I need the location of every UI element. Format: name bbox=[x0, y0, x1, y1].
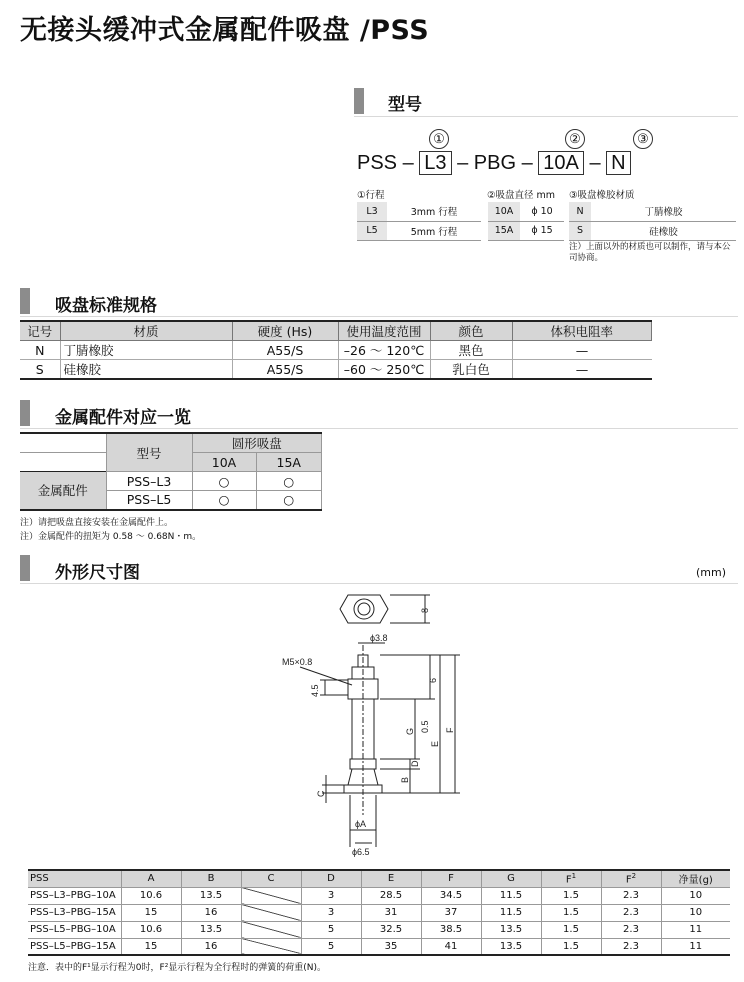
dim-b: B bbox=[400, 776, 410, 783]
hex-hole bbox=[354, 599, 374, 619]
stroke-code: L3 bbox=[419, 151, 451, 175]
table-row: 10A ϕ 10 bbox=[488, 202, 564, 221]
diameter-label: ②吸盘直径 mm bbox=[487, 190, 556, 201]
table-row: 15A ϕ 15 bbox=[488, 221, 564, 240]
dim-c: C bbox=[316, 790, 326, 797]
table-row: N 丁腈橡胶 bbox=[569, 202, 736, 221]
section-marker bbox=[20, 555, 30, 581]
table-row: 金属配件 PSS–L3 ○ ○ bbox=[20, 472, 322, 491]
table-row: N 丁腈橡胶 A55/S –26 ～ 120℃ 黑色 — bbox=[20, 341, 652, 360]
stroke-table bbox=[357, 202, 481, 241]
dim-45: 4.5 bbox=[310, 684, 320, 697]
dim-stem: ϕ3.8 bbox=[370, 633, 388, 643]
table-header-row: 记号 材质 硬度 (Hs) 使用温度范围 颜色 体积电阻率 bbox=[20, 321, 652, 341]
model-mid: PBG bbox=[473, 152, 517, 174]
table-header-row: PSS A B C D E F G $F^1$ $F^2$ 净量(g) bbox=[28, 870, 730, 887]
section-marker bbox=[354, 88, 364, 114]
section-marker bbox=[20, 288, 30, 314]
dim-d: D bbox=[410, 760, 420, 767]
material-label: ③吸盘橡胶材质 bbox=[569, 190, 635, 201]
material-code: N bbox=[606, 151, 630, 175]
table-row: L3 3mm 行程 bbox=[357, 202, 481, 221]
dim-hex: 8 bbox=[420, 607, 430, 613]
marker-1: ① bbox=[429, 129, 449, 149]
table-header-row: 型号 圆形吸盘 bbox=[20, 433, 322, 453]
marker-2: ② bbox=[565, 129, 585, 149]
section-divider bbox=[354, 116, 738, 117]
dimension-drawing bbox=[260, 585, 520, 860]
table-row: S 硅橡胶 bbox=[569, 221, 736, 240]
drawing-heading: 外形尺寸图 bbox=[55, 563, 140, 583]
material-note: 注）上面以外的材质也可以制作，请与本公司协商。 bbox=[569, 242, 731, 263]
section-divider bbox=[20, 583, 738, 584]
table-row: PSS–L5–PBG–10A 10.6 13.5 5 32.5 38.5 13.5 1.5 2.3 11 bbox=[28, 921, 730, 938]
dim-a: ϕA bbox=[355, 819, 367, 829]
dash: – bbox=[521, 152, 533, 174]
dim-6: 6 bbox=[428, 677, 438, 683]
standard-table bbox=[20, 320, 652, 380]
diameter-table bbox=[488, 202, 564, 241]
dimension-table bbox=[28, 869, 730, 956]
stroke-label: ①行程 bbox=[357, 190, 385, 201]
table-row: S 硅橡胶 A55/S –60 ～ 250℃ 乳白色 — bbox=[20, 360, 652, 380]
standard-heading: 吸盘标准规格 bbox=[55, 296, 157, 316]
section-divider bbox=[20, 316, 738, 317]
dim-05: 0.5 bbox=[420, 720, 430, 733]
material-table bbox=[569, 202, 736, 241]
compat-table bbox=[20, 432, 322, 511]
section-marker bbox=[20, 400, 30, 426]
model-prefix: PSS bbox=[357, 152, 398, 174]
unit-label: (mm) bbox=[696, 566, 727, 579]
dim-g: G bbox=[405, 727, 415, 735]
table-row: PSS–L5 ○ ○ bbox=[20, 491, 322, 510]
compat-note: 注）金属配件的扭矩为 0.58 ～ 0.68N・m。 bbox=[20, 532, 202, 542]
table-header-row: 10A 15A bbox=[20, 453, 322, 472]
table-row: PSS–L3–PBG–15A 15 16 3 31 37 11.5 1.5 2.3 10 bbox=[28, 904, 730, 921]
compat-note: 注）请把吸盘直接安装在金属配件上。 bbox=[20, 518, 174, 528]
hex-hole-inner bbox=[358, 603, 370, 615]
dim-e: E bbox=[430, 740, 440, 747]
dim-65: ϕ6.5 bbox=[352, 847, 370, 857]
table-row: L5 5mm 行程 bbox=[357, 221, 481, 240]
section-divider bbox=[20, 428, 738, 429]
dims-footnote: 注意．表中的F¹显示行程为0时，F²显示行程为全行程时的弹簧的荷重(N)。 bbox=[28, 963, 327, 973]
dash: – bbox=[589, 152, 601, 174]
dash: – bbox=[457, 152, 469, 174]
dash: – bbox=[402, 152, 414, 174]
marker-3: ③ bbox=[633, 129, 653, 149]
model-heading: 型号 bbox=[388, 95, 422, 115]
compat-heading: 金属配件对应一览 bbox=[55, 408, 191, 428]
page-title: 无接头缓冲式金属配件吸盘 /PSS bbox=[20, 15, 430, 46]
dim-thread: M5×0.8 bbox=[282, 657, 313, 667]
dim-f: F bbox=[445, 727, 455, 733]
diameter-code: 10A bbox=[538, 151, 584, 175]
model-code bbox=[357, 151, 631, 175]
table-row: PSS–L5–PBG–15A 15 16 5 35 41 13.5 1.5 2.3 11 bbox=[28, 938, 730, 955]
table-row: PSS–L3–PBG–10A 10.6 13.5 3 28.5 34.5 11.5 1.5 2.3 10 bbox=[28, 887, 730, 904]
